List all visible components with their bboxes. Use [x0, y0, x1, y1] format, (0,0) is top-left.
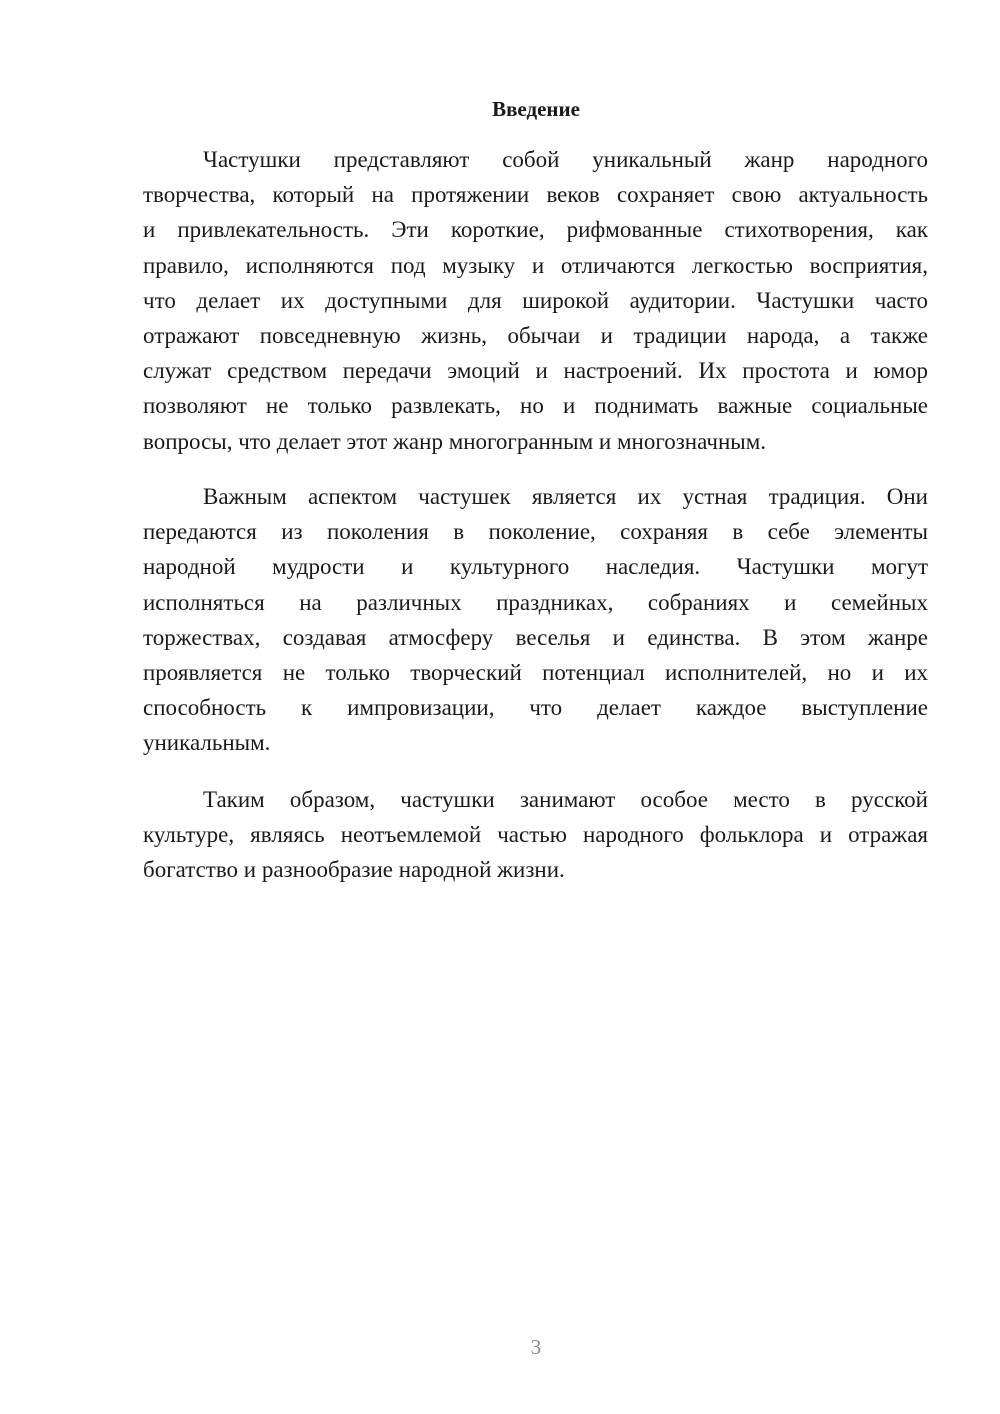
text-line: уникальным.	[143, 730, 271, 756]
text-line: Таким образом, частушки занимают особое место в русской	[203, 787, 928, 812]
text-line: народной мудрости и культурного наследия. Частушки могут	[143, 554, 928, 580]
text-line: культуре, являясь неотъемлемой частью народного фольклора и отражая	[143, 822, 928, 848]
text-line: проявляется не только творческий потенциал исполнителей, но и их	[143, 660, 928, 685]
text-line: творчества, который на протяжении веков сохраняет свою актуальность	[143, 182, 928, 208]
text-line: передаются из поколения в поколение, сохраняя в себе элементы	[143, 519, 928, 545]
text-line: правило, исполняются под музыку и отличаются легкостью восприятия,	[143, 252, 928, 278]
text-line: богатство и разнообразие народной жизни.	[143, 857, 565, 883]
text-line: позволяют не только развлекать, но и поднимать важные социальные	[143, 393, 928, 419]
page-number: 3	[530, 1335, 542, 1359]
text-line: вопросы, что делает этот жанр многогранным и многозначным.	[143, 428, 767, 454]
text-line: торжествах, создавая атмосферу веселья и единства. В этом жанре	[143, 624, 928, 650]
text-line: исполняться на различных праздниках, собраниях и семейных	[143, 589, 928, 615]
text-line: что делает их доступными для широкой аудитории. Частушки часто	[143, 287, 928, 313]
text-line: отражают повседневную жизнь, обычаи и традиции народа, а также	[143, 323, 928, 348]
text-line: и привлекательность. Эти короткие, рифмованные стихотворения, как	[143, 217, 928, 243]
text-line: способность к импровизации, что делает каждое выступление	[143, 695, 928, 721]
text-line: служат средством передачи эмоций и настроений. Их простота и юмор	[143, 358, 928, 384]
text-line: Частушки представляют собой уникальный жанр народного	[203, 147, 928, 172]
text-line: Важным аспектом частушек является их устная традиция. Они	[203, 484, 928, 509]
section-title: Введение	[492, 97, 580, 121]
